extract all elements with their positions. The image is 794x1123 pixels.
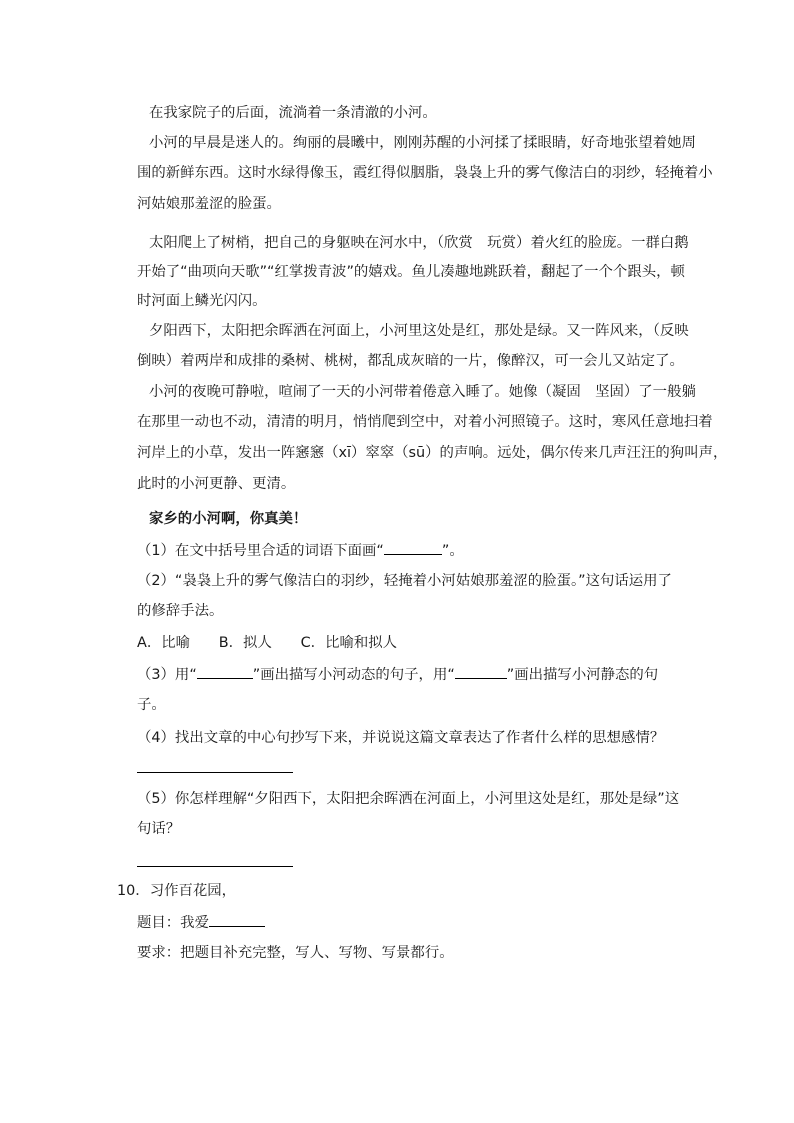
question-2-continued: 的修辞手法。	[137, 603, 224, 619]
passage-paragraph: 夕阳西下，太阳把余晖洒在河面上，小河里这处是红，那处是绿。又一阵风来，（反映	[149, 323, 689, 339]
fill-blank[interactable]	[455, 664, 507, 679]
passage-line: 此时的小河更静、更清。	[137, 476, 296, 492]
question-1: （1）在文中括号里合适的词语下面画“ ”。	[137, 540, 677, 561]
question-3: （3）用“ ”画出描写小河动态的句子，用“ ”画出描写小河静态的句	[137, 664, 677, 685]
passage-closing: 家乡的小河啊，你真美！	[149, 511, 308, 527]
fill-blank[interactable]	[209, 912, 265, 927]
passage-line: 围的新鲜东西。这时水绿得像玉，霞红得似胭脂，袅袅上升的雾气像洁白的羽纱，轻掩着小	[137, 165, 713, 181]
passage-paragraph: 在我家院子的后面，流淌着一条清澈的小河。	[149, 105, 437, 121]
passage-line: 河姑娘那羞涩的脸蛋。	[137, 196, 281, 212]
passage-paragraph: 小河的夜晚可静啦，喧闹了一天的小河带着倦意入睡了。她像（凝固 坚固）了一般躺	[149, 384, 696, 400]
question-2-options: A．比喻 B．拟人 C．比喻和拟人	[137, 635, 398, 651]
fill-blank[interactable]	[197, 664, 253, 679]
passage-paragraph: 太阳爬上了树梢，把自己的身躯映在河水中，（欣赏 玩赏）着火红的脸庞。一群白鹅	[149, 235, 689, 251]
question-3-continued: 子。	[137, 697, 166, 713]
section-heading: 10．习作百花园，	[117, 883, 237, 899]
question-5: （5）你怎样理解“夕阳西下，太阳把余晖洒在河面上，小河里这处是红，那处是绿”这	[137, 791, 680, 807]
passage-line: 倒映）着两岸和成排的桑树、桃树，都乱成灰暗的一片，像醉汉，可一会儿又站定了。	[137, 353, 684, 369]
passage-line: 时河面上鳞光闪闪。	[137, 293, 267, 309]
passage-line: 开始了“曲项向天歌”“红掌拨青波”的嬉戏。鱼儿凑趣地跳跃着，翻起了一个个跟头，顿	[137, 264, 685, 280]
question-4: （4）找出文章的中心句抄写下来，并说说这篇文章表达了作者什么样的思想感情？	[137, 730, 665, 746]
composition-requirement: 要求：把题目补充完整，写人、写物、写景都行。	[137, 945, 454, 961]
passage-line: 在那里一动也不动，清清的明月，悄悄爬到空中，对着小河照镜子。这时，寒风任意地扫着	[137, 414, 713, 430]
question-2: （2）“袅袅上升的雾气像洁白的羽纱，轻掩着小河姑娘那羞涩的脸蛋。”这句话运用了	[137, 573, 672, 589]
answer-line[interactable]	[137, 772, 293, 773]
passage-paragraph: 小河的早晨是迷人的。绚丽的晨曦中，刚刚苏醒的小河揉了揉眼睛，好奇地张望着她周	[149, 135, 696, 151]
composition-topic: 题目：我爱	[137, 912, 677, 933]
passage-line: 河岸上的小草，发出一阵窸窸（xī）窣窣（sū）的声响。远处，偶尔传来几声汪汪的狗叫声，	[137, 445, 728, 461]
question-5-continued: 句话？	[137, 821, 181, 837]
answer-line[interactable]	[137, 866, 293, 867]
fill-blank[interactable]	[384, 540, 442, 555]
